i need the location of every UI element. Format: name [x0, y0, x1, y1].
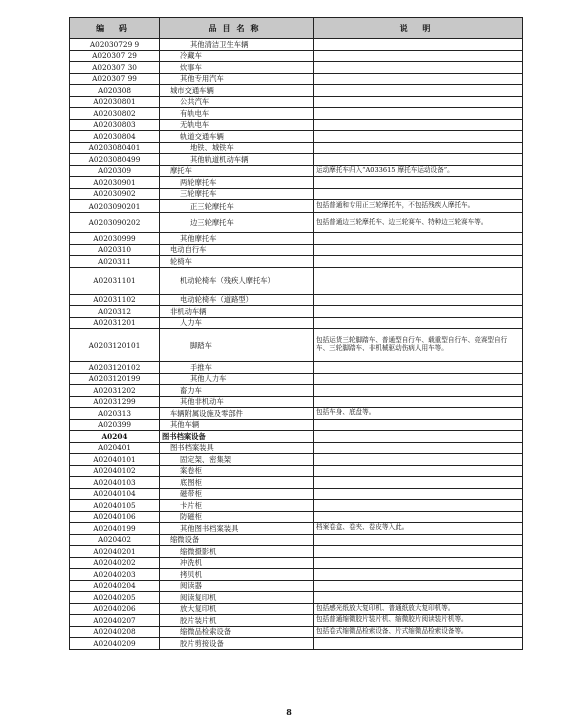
item-code: A02040204 — [70, 580, 160, 592]
item-description: 包括车身、底盘等。 — [314, 408, 523, 420]
table-row — [70, 500, 523, 512]
item-description — [314, 638, 523, 650]
item-name: 放大复印机 — [160, 603, 314, 615]
table-row — [70, 317, 523, 329]
item-name: 冲洗机 — [160, 557, 314, 569]
item-code: A02040207 — [70, 615, 160, 627]
item-name: 其他轨道机动车辆 — [160, 154, 314, 166]
item-description — [314, 442, 523, 454]
item-code: A020309 — [70, 165, 160, 177]
item-name: 图书档案设备 — [160, 431, 314, 443]
item-description: 包括运货三轮脚踏车、普通型自行车、载重型自行车、竞赛型自行车、三轮脚踏车、非机械驱动伤病人用车等。 — [314, 329, 523, 362]
item-code: A02040101 — [70, 454, 160, 466]
item-description — [314, 154, 523, 166]
item-code: A02040104 — [70, 488, 160, 500]
table-row — [70, 569, 523, 581]
item-code: A02040202 — [70, 557, 160, 569]
item-description — [314, 294, 523, 306]
item-description: 档案卷盒、卷夹、卷皮等入此。 — [314, 523, 523, 535]
item-code: A020399 — [70, 419, 160, 431]
item-code: A02030802 — [70, 108, 160, 120]
table-row — [70, 85, 523, 97]
item-name: 缩微摄影机 — [160, 546, 314, 558]
item-description — [314, 233, 523, 245]
table-row — [70, 592, 523, 604]
item-code: A02031201 — [70, 317, 160, 329]
item-code: A02040206 — [70, 603, 160, 615]
item-code: A02040208 — [70, 626, 160, 638]
table-row — [70, 603, 523, 615]
item-code: A02040203 — [70, 569, 160, 581]
item-code: A02040106 — [70, 511, 160, 523]
item-code: A0203120101 — [70, 329, 160, 362]
item-name: 脚踏车 — [160, 329, 314, 362]
table-row — [70, 523, 523, 535]
item-description — [314, 96, 523, 108]
header-description: 说 明 — [314, 18, 523, 39]
item-code: A020313 — [70, 408, 160, 420]
item-code: A0203120102 — [70, 362, 160, 374]
item-description — [314, 142, 523, 154]
table-row — [70, 154, 523, 166]
item-name: 电动自行车 — [160, 244, 314, 256]
item-code: A02030804 — [70, 131, 160, 143]
table-row — [70, 373, 523, 385]
table-row — [70, 557, 523, 569]
table-row — [70, 73, 523, 85]
table-row — [70, 131, 523, 143]
table-row — [70, 396, 523, 408]
item-name: 固定架、密集架 — [160, 454, 314, 466]
item-description — [314, 534, 523, 546]
item-description — [314, 419, 523, 431]
item-code: A020307 29 — [70, 50, 160, 62]
item-name: 案卷柜 — [160, 465, 314, 477]
table-row — [70, 233, 523, 245]
item-name: 边三轮摩托车 — [160, 213, 314, 233]
table-row — [70, 177, 523, 189]
item-name: 轨道交通车辆 — [160, 131, 314, 143]
table-row — [70, 454, 523, 466]
item-description — [314, 592, 523, 604]
item-code: A02030729 9 — [70, 39, 160, 51]
item-code: A020402 — [70, 534, 160, 546]
item-name: 畜力车 — [160, 385, 314, 397]
table-row — [70, 119, 523, 131]
item-description — [314, 317, 523, 329]
item-code: A02030902 — [70, 188, 160, 200]
item-name: 手推车 — [160, 362, 314, 374]
item-description — [314, 385, 523, 397]
item-name: 其他专用汽车 — [160, 73, 314, 85]
item-code: A02030801 — [70, 96, 160, 108]
item-description: 包括普通边三轮摩托车、边三轮赛车、特种边三轮赛车等。 — [314, 213, 523, 233]
item-description — [314, 454, 523, 466]
table-row — [70, 465, 523, 477]
item-name: 其他清洁卫生车辆 — [160, 39, 314, 51]
table-row — [70, 267, 523, 294]
item-name: 炊事车 — [160, 62, 314, 74]
item-description — [314, 488, 523, 500]
table-row — [70, 200, 523, 213]
item-description — [314, 373, 523, 385]
item-description — [314, 50, 523, 62]
item-code: A02040209 — [70, 638, 160, 650]
item-name: 无轨电车 — [160, 119, 314, 131]
item-name: 阅读复印机 — [160, 592, 314, 604]
item-description — [314, 188, 523, 200]
item-code: A02031202 — [70, 385, 160, 397]
table-row — [70, 511, 523, 523]
item-code: A020312 — [70, 306, 160, 318]
item-code: A020401 — [70, 442, 160, 454]
item-name: 轮椅车 — [160, 256, 314, 268]
header-code: 编 码 — [70, 18, 160, 39]
item-name: 三轮摩托车 — [160, 188, 314, 200]
item-code: A02040201 — [70, 546, 160, 558]
item-description — [314, 73, 523, 85]
table-row — [70, 108, 523, 120]
item-description — [314, 511, 523, 523]
item-description: 运动摩托车归入“A033615 摩托车运动设备”。 — [314, 165, 523, 177]
item-code: A020311 — [70, 256, 160, 268]
item-code: A020308 — [70, 85, 160, 97]
item-name: 胶片剪接设备 — [160, 638, 314, 650]
table-row — [70, 534, 523, 546]
item-code: A02030999 — [70, 233, 160, 245]
page-number: 8 — [286, 707, 292, 717]
item-name: 缩微品检索设备 — [160, 626, 314, 638]
table-row — [70, 244, 523, 256]
item-name: 机动轮椅车（残疾人摩托车） — [160, 267, 314, 294]
table-row — [70, 431, 523, 443]
table-row — [70, 477, 523, 489]
item-name: 磁带柜 — [160, 488, 314, 500]
item-name: 车辆附属设施及零部件 — [160, 408, 314, 420]
item-description — [314, 244, 523, 256]
item-name: 防磁柜 — [160, 511, 314, 523]
item-description — [314, 465, 523, 477]
table-row — [70, 256, 523, 268]
item-description — [314, 569, 523, 581]
item-code: A0203090202 — [70, 213, 160, 233]
table-row — [70, 188, 523, 200]
item-code: A02031299 — [70, 396, 160, 408]
item-code: A0203120199 — [70, 373, 160, 385]
item-code: A02031101 — [70, 267, 160, 294]
table-row — [70, 142, 523, 154]
item-description: 包括普通和专用正三轮摩托车，不包括残疾人摩托车。 — [314, 200, 523, 213]
item-name: 其他摩托车 — [160, 233, 314, 245]
item-description — [314, 108, 523, 120]
table-row — [70, 50, 523, 62]
item-description — [314, 546, 523, 558]
table-row — [70, 546, 523, 558]
item-description — [314, 267, 523, 294]
item-description — [314, 306, 523, 318]
header-name: 品目名称 — [160, 18, 314, 39]
table-row — [70, 362, 523, 374]
item-name: 城市交通车辆 — [160, 85, 314, 97]
item-code: A02040105 — [70, 500, 160, 512]
item-name: 人力车 — [160, 317, 314, 329]
item-description — [314, 256, 523, 268]
item-description — [314, 580, 523, 592]
item-description — [314, 500, 523, 512]
item-description — [314, 362, 523, 374]
item-description: 包括卷式缩微品检索设备、片式缩微品检索设备等。 — [314, 626, 523, 638]
item-name: 冷藏车 — [160, 50, 314, 62]
item-code: A02030803 — [70, 119, 160, 131]
item-name: 其他人力车 — [160, 373, 314, 385]
item-name: 胶片装片机 — [160, 615, 314, 627]
table-row — [70, 442, 523, 454]
item-name: 地铁、城铁车 — [160, 142, 314, 154]
item-name: 非机动车辆 — [160, 306, 314, 318]
table-row — [70, 615, 523, 627]
item-description — [314, 177, 523, 189]
item-description — [314, 431, 523, 443]
item-code: A02040103 — [70, 477, 160, 489]
item-name: 公共汽车 — [160, 96, 314, 108]
table-row — [70, 329, 523, 362]
item-code: A02040199 — [70, 523, 160, 535]
table-row — [70, 165, 523, 177]
item-name: 摩托车 — [160, 165, 314, 177]
item-description — [314, 39, 523, 51]
item-name: 拷贝机 — [160, 569, 314, 581]
table-row — [70, 213, 523, 233]
item-code: A020307 30 — [70, 62, 160, 74]
item-name: 阅读器 — [160, 580, 314, 592]
item-description — [314, 477, 523, 489]
table-body — [70, 39, 523, 650]
item-description — [314, 557, 523, 569]
item-description — [314, 131, 523, 143]
item-code: A02040205 — [70, 592, 160, 604]
item-description — [314, 85, 523, 97]
item-name: 电动轮椅车（道路型） — [160, 294, 314, 306]
item-code: A02030901 — [70, 177, 160, 189]
item-code: A0203080401 — [70, 142, 160, 154]
table-row — [70, 39, 523, 51]
table-row — [70, 96, 523, 108]
item-name: 其他图书档案装具 — [160, 523, 314, 535]
item-name: 底图柜 — [160, 477, 314, 489]
item-description — [314, 396, 523, 408]
table-row — [70, 638, 523, 650]
catalog-table — [69, 17, 523, 650]
item-name: 卡片柜 — [160, 500, 314, 512]
item-name: 正三轮摩托车 — [160, 200, 314, 213]
item-description — [314, 62, 523, 74]
item-code: A0203080499 — [70, 154, 160, 166]
item-name: 缩微设备 — [160, 534, 314, 546]
table-row — [70, 62, 523, 74]
table-row — [70, 626, 523, 638]
item-description: 包括普通缩微胶片装片机、缩微胶片阅读装片机等。 — [314, 615, 523, 627]
item-code: A02031102 — [70, 294, 160, 306]
item-description: 包括感光纸放大复印机、普通纸放大复印机等。 — [314, 603, 523, 615]
table-row — [70, 408, 523, 420]
item-code: A0203090201 — [70, 200, 160, 213]
catalog-table-container — [69, 17, 522, 650]
item-name: 图书档案装具 — [160, 442, 314, 454]
table-row — [70, 385, 523, 397]
table-row — [70, 306, 523, 318]
table-header-row — [70, 18, 523, 39]
item-name: 两轮摩托车 — [160, 177, 314, 189]
item-name: 有轨电车 — [160, 108, 314, 120]
table-row — [70, 419, 523, 431]
item-code: A02040102 — [70, 465, 160, 477]
item-code: A0204 — [70, 431, 160, 443]
item-code: A020307 99 — [70, 73, 160, 85]
item-description — [314, 119, 523, 131]
item-name: 其他非机动车 — [160, 396, 314, 408]
item-code: A020310 — [70, 244, 160, 256]
table-row — [70, 294, 523, 306]
table-row — [70, 580, 523, 592]
item-name: 其他车辆 — [160, 419, 314, 431]
table-row — [70, 488, 523, 500]
